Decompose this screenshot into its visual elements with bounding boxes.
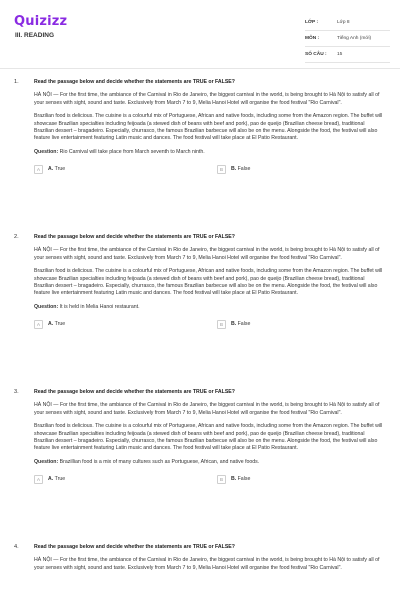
option-letter-box[interactable]: A — [34, 320, 43, 329]
option-text — [231, 166, 250, 173]
answer-options — [34, 320, 384, 330]
option-label: A. — [48, 476, 54, 483]
question-label: Question: — [34, 148, 59, 155]
option-value: False — [237, 321, 251, 328]
question-3 — [14, 389, 384, 485]
option-true[interactable] — [34, 320, 65, 329]
question-4 — [14, 544, 384, 578]
option-value: True — [54, 321, 66, 328]
question-label: Question: — [34, 303, 59, 310]
option-letter-box[interactable]: B — [217, 475, 226, 484]
question-statement — [34, 304, 384, 311]
option-text — [231, 476, 250, 483]
question-statement — [34, 149, 384, 156]
question-text: Brazillian food is a mix of many cultures such as Portuguese, African, and native foods. — [59, 458, 260, 465]
question-text: Rio Carnival will take place from March seventh to March ninth. — [59, 148, 205, 155]
question-prompt: Read the passage below and decide whether the statements are TRUE or FALSE? — [34, 389, 235, 395]
meta-key: MÔN : — [305, 36, 320, 41]
meta-row-class — [305, 15, 390, 31]
option-false[interactable] — [217, 165, 250, 174]
meta-row-subject — [305, 31, 390, 47]
question-number: 2. — [14, 234, 19, 240]
answer-options — [34, 475, 384, 485]
option-true[interactable] — [34, 475, 65, 484]
header — [0, 0, 400, 60]
passage-paragraph: HÀ NỘI — For the first time, the ambiance of the Carnival in Rio de Janeiro, the biggest carnival in the world, is being brought to Hà Nội to satisfy all of your senses with sight, sound and taste. Exclusively from March 7 to 9, Melia Hanoi Hotel will organise the food festival "Rio Carnival". — [34, 557, 380, 571]
meta-value: Tiếng Anh (mới) — [337, 36, 372, 41]
option-text — [48, 476, 65, 483]
meta-row-count — [305, 47, 390, 63]
option-label: A. — [48, 321, 54, 328]
question-number: 1. — [14, 79, 19, 85]
question-prompt: Read the passage below and decide whether the statements are TRUE or FALSE? — [34, 79, 235, 85]
question-label: Question: — [34, 458, 59, 465]
passage-paragraph: HÀ NỘI — For the first time, the ambiance of the Carnival in Rio de Janeiro, the biggest carnival in the world, is being brought to Hà Nội to satisfy all of your senses with sight, sound and taste. Exclusively from March 7 to 9, Melia Hanoi Hotel will organise the food festival "Rio Carnival". — [34, 92, 380, 106]
option-false[interactable] — [217, 475, 250, 484]
question-prompt: Read the passage below and decide whether the statements are TRUE or FALSE? — [34, 544, 235, 550]
question-text: It is held in Melia Hanoi restaurant. — [59, 303, 140, 310]
option-label: B. — [231, 476, 237, 483]
option-value: True — [54, 166, 66, 173]
question-1 — [14, 79, 384, 175]
meta-value: Lớp 8 — [337, 20, 350, 25]
passage-paragraph: Brazilian food is delicious. The cuisine is a colourful mix of Portuguese, African and native foods, including some from the Amazon region. The buffet will showcase Brazilian specialties including feijoada (a stewed dish of beans with beef and pork), pao de queijo (Brazilian cheese bread), traditional Brazilian dessert – bragadeiro. Especially, churrasco, the famous Brazilian barbecue will also be on the menu. Alongside the food, the festival will also feature live entertainment featuring Latin music and dances. The food festival will take place at El Patio Restaurant. — [34, 423, 383, 452]
option-text — [231, 321, 250, 328]
option-value: False — [237, 166, 251, 173]
header-divider — [0, 68, 400, 69]
question-statement — [34, 459, 384, 466]
option-text — [48, 321, 65, 328]
section-title: III. READING — [15, 32, 55, 39]
meta-value: 15 — [337, 52, 343, 57]
option-label: A. — [48, 166, 54, 173]
question-number: 3. — [14, 389, 19, 395]
passage-paragraph: Brazilian food is delicious. The cuisine is a colourful mix of Portuguese, African and native foods, including some from the Amazon region. The buffet will showcase Brazilian specialties including feijoada (a stewed dish of beans with beef and pork), pao de queijo (Brazilian cheese bread), traditional Brazilian dessert – bragadeiro. Especially, churrasco, the famous Brazilian barbecue will also be on the menu. Alongside the food, the festival will also feature live entertainment featuring Latin music and dances. The food festival will take place at El Patio Restaurant. — [34, 113, 383, 142]
question-2 — [14, 234, 384, 330]
option-letter-box[interactable]: B — [217, 320, 226, 329]
option-true[interactable] — [34, 165, 65, 174]
question-number: 4. — [14, 544, 19, 550]
meta-key: SỐ CÂU : — [305, 52, 327, 57]
quizizz-logo: Quizizz — [14, 14, 68, 29]
option-value: False — [237, 476, 251, 483]
option-text — [48, 166, 65, 173]
option-label: B. — [231, 166, 237, 173]
passage-paragraph: Brazilian food is delicious. The cuisine is a colourful mix of Portuguese, African and native foods, including some from the Amazon region. The buffet will showcase Brazilian specialties including feijoada (a stewed dish of beans with beef and pork), pao de queijo (Brazilian cheese bread), traditional Brazilian dessert – bragadeiro. Especially, churrasco, the famous Brazilian barbecue will also be on the menu. Alongside the food, the festival will also feature live entertainment featuring Latin music and dances. The food festival will take place at El Patio Restaurant. — [34, 268, 383, 297]
meta-key: LỚP : — [305, 20, 319, 25]
option-letter-box[interactable]: B — [217, 165, 226, 174]
option-label: B. — [231, 321, 237, 328]
question-prompt: Read the passage below and decide whether the statements are TRUE or FALSE? — [34, 234, 235, 240]
meta-table — [305, 15, 390, 63]
option-letter-box[interactable]: A — [34, 165, 43, 174]
passage-paragraph: HÀ NỘI — For the first time, the ambiance of the Carnival in Rio de Janeiro, the biggest carnival in the world, is being brought to Hà Nội to satisfy all of your senses with sight, sound and taste. Exclusively from March 7 to 9, Melia Hanoi Hotel will organise the food festival "Rio Carnival". — [34, 247, 380, 261]
option-letter-box[interactable]: A — [34, 475, 43, 484]
answer-options — [34, 165, 384, 175]
option-value: True — [54, 476, 66, 483]
option-false[interactable] — [217, 320, 250, 329]
passage-paragraph: HÀ NỘI — For the first time, the ambiance of the Carnival in Rio de Janeiro, the biggest carnival in the world, is being brought to Hà Nội to satisfy all of your senses with sight, sound and taste. Exclusively from March 7 to 9, Melia Hanoi Hotel will organise the food festival "Rio Carnival". — [34, 402, 380, 416]
